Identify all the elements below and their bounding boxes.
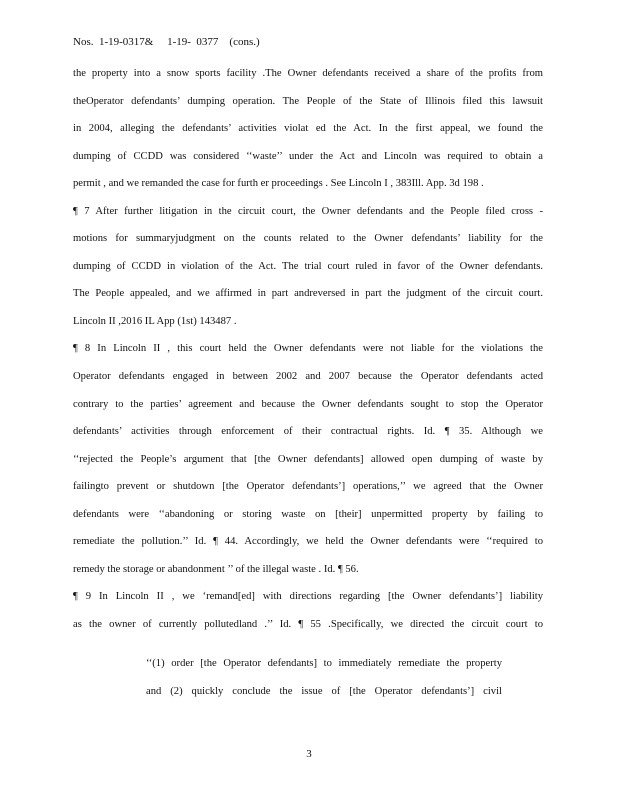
- body-line: permit , and we remanded the case for furth er proceedings . See Lincoln I , 383Ill. App. 3d 198 .: [73, 178, 484, 190]
- body-line: dumping of CCDD in violation of the Act. The trial court ruled in favor of the Owner defendants.: [73, 260, 543, 272]
- body-line: contrary to the parties’ agreement and because the Owner defendants sought to stop the Operator: [73, 398, 543, 410]
- body-line: as the owner of currently pollutedland .’’ Id. ¶ 55 .Specifically, we directed the circuit court to: [73, 618, 543, 630]
- opinion-body: [73, 60, 543, 638]
- body-line: motions for summaryjudgment on the counts related to the Owner defendants’ liability for the: [73, 233, 543, 245]
- quote-line: and (2) quickly conclude the issue of [the Operator defendants’] civil: [146, 685, 502, 697]
- body-line: failingto prevent or shutdown [the Operator defendants’] operations,’’ we agreed that the Owner: [73, 481, 543, 493]
- body-line: The People appealed, and we affirmed in part andreversed in part the judgment of the circuit court.: [73, 288, 543, 300]
- paragraph-9-line: ¶ 9 In Lincoln II , we ‘remand[ed] with directions regarding [the Owner defendants’] liability: [73, 591, 543, 603]
- body-line: defendants’ activities through enforcement of their contractual rights. Id. ¶ 35. Although we: [73, 426, 543, 438]
- body-line: dumping of CCDD was considered ‘‘waste’’ under the Act and Lincoln was required to obtain a: [73, 150, 543, 162]
- page-number: 3: [306, 748, 312, 760]
- body-line: defendants were ‘‘abandoning or storing waste on [their] unpermitted property by failing to: [73, 508, 543, 520]
- quote-line: ‘‘(1) order [the Operator defendants] to immediately remediate the property: [146, 658, 502, 669]
- body-line: theOperator defendants’ dumping operation. The People of the State of Illinois filed this lawsuit: [73, 95, 543, 107]
- body-line: remediate the pollution.’’ Id. ¶ 44. Accordingly, we held the Owner defendants were ‘‘required to: [73, 536, 543, 548]
- citation-line: Lincoln II ,2016 IL App (1st) 143487 .: [73, 315, 237, 327]
- body-line: in 2004, alleging the defendants’ activities violat ed the Act. In the first appeal, we found the: [73, 123, 543, 135]
- body-line: Operator defendants engaged in between 2002 and 2007 because the Operator defendants acted: [73, 371, 543, 383]
- paragraph-8-line: ¶ 8 In Lincoln II , this court held the Owner defendants were not liable for the violations the: [73, 343, 543, 355]
- case-number-header: Nos. 1-19-0317& 1-19- 0377 (cons.): [73, 36, 260, 48]
- body-line: remedy the storage or abandonment ’’ of the illegal waste . Id. ¶ 56.: [73, 563, 359, 575]
- paragraph-7-line: ¶ 7 After further litigation in the circuit court, the Owner defendants and the People filed cross -: [73, 205, 543, 217]
- body-line: ‘‘rejected the People’s argument that [the Owner defendants] allowed open dumping of waste by: [73, 453, 543, 465]
- block-quote: [146, 650, 502, 705]
- body-line: the property into a snow sports facility .The Owner defendants received a share of the profits from: [73, 68, 543, 79]
